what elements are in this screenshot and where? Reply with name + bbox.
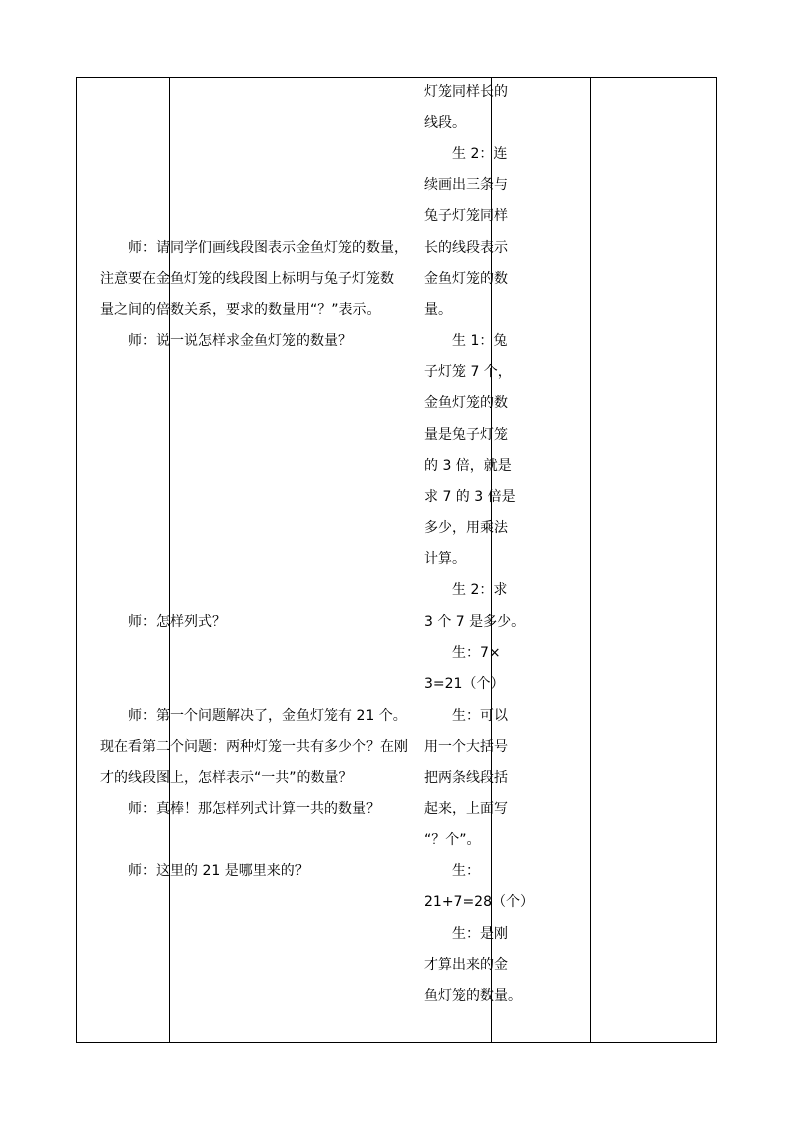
- student-line: 把两条线段括: [424, 770, 508, 786]
- teacher-line: 量之间的倍数关系，要求的数量用“？”表示。: [100, 302, 381, 318]
- teacher-line: 师：真棒！那怎样列式计算一共的数量？: [128, 801, 380, 817]
- teacher-line: 师：请同学们画线段图表示金鱼灯笼的数量，: [128, 240, 408, 256]
- lesson-table: [76, 77, 717, 1043]
- student-line: 线段。: [424, 115, 466, 131]
- student-line: 计算。: [424, 551, 466, 567]
- student-line: 生 2：求: [452, 582, 508, 598]
- student-line: 灯笼同样长的: [424, 84, 508, 100]
- student-line: 量。: [424, 302, 452, 318]
- teacher-line: 现在看第二个问题：两种灯笼一共有多少个？在刚: [100, 739, 408, 755]
- student-line: 长的线段表示: [424, 240, 508, 256]
- student-line: 生：: [452, 863, 480, 879]
- student-line: 求 7 的 3 倍是: [424, 489, 516, 505]
- student-line: 鱼灯笼的数量。: [424, 988, 522, 1004]
- teacher-line: 才的线段图上，怎样表示“一共”的数量？: [100, 770, 353, 786]
- column-divider-3: [590, 78, 591, 1042]
- student-line: 3=21（个）: [424, 676, 505, 692]
- student-line: 生 2：连: [452, 146, 508, 162]
- column-divider-1: [169, 78, 170, 1042]
- student-line: 生：是刚: [452, 926, 508, 942]
- student-line: 量是兔子灯笼: [424, 427, 508, 443]
- student-line: 金鱼灯笼的数: [424, 271, 508, 287]
- student-line: 金鱼灯笼的数: [424, 395, 508, 411]
- teacher-line: 注意要在金鱼灯笼的线段图上标明与兔子灯笼数: [100, 271, 394, 287]
- student-line: 生：可以: [452, 708, 508, 724]
- student-line: 起来，上面写: [424, 801, 508, 817]
- teacher-line: 师：说一说怎样求金鱼灯笼的数量？: [128, 333, 352, 349]
- teacher-line: 师：这里的 21 是哪里来的？: [128, 863, 309, 879]
- student-line: 的 3 倍，就是: [424, 458, 512, 474]
- student-line: 兔子灯笼同样: [424, 208, 508, 224]
- student-line: 多少，用乘法: [424, 520, 508, 536]
- student-line: 生 1：兔: [452, 333, 508, 349]
- student-line: 3 个 7 是多少。: [424, 614, 526, 630]
- teacher-line: 师：怎样列式？: [128, 614, 226, 630]
- student-line: 21+7=28（个）: [424, 894, 534, 910]
- student-line: 子灯笼 7 个，: [424, 364, 512, 380]
- student-line: 才算出来的金: [424, 957, 508, 973]
- student-line: “？个”。: [424, 832, 481, 848]
- teacher-line: 师：第一个问题解决了，金鱼灯笼有 21 个。: [128, 708, 407, 724]
- student-line: 生：7×: [452, 645, 501, 661]
- student-line: 用一个大括号: [424, 739, 508, 755]
- student-line: 续画出三条与: [424, 177, 508, 193]
